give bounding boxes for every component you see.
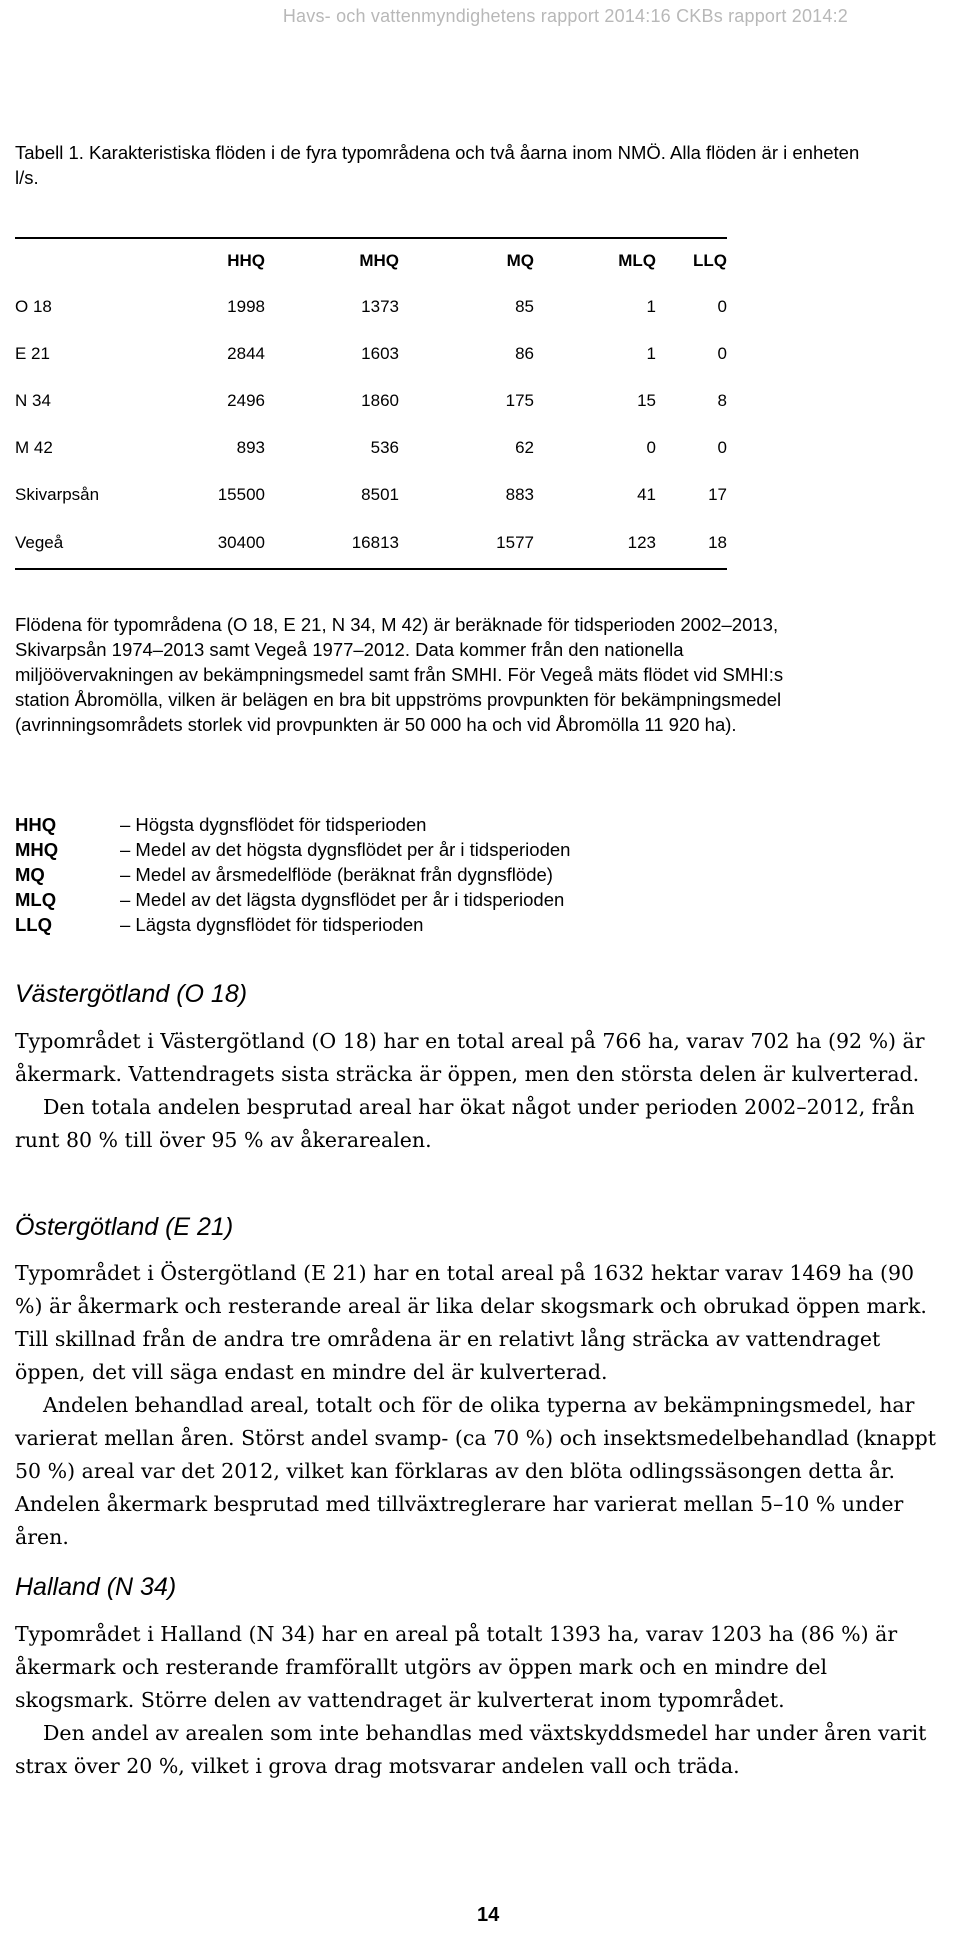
page-number: 14 bbox=[477, 1904, 500, 1926]
running-header: Havs- och vattenmyndighetens rapport 2014:16 CKBs rapport 2014:2 bbox=[282, 6, 848, 26]
legend-desc: – Medel av det högsta dygnsflödet per år i tidsperioden bbox=[120, 839, 571, 860]
table-cell: O 18 bbox=[15, 296, 52, 316]
legend-abbr: LLQ bbox=[15, 914, 52, 935]
section-body-halland bbox=[15, 1618, 945, 1783]
legend-item bbox=[15, 862, 570, 887]
paragraph: Den totala andelen besprutad areal har ökat något under perioden 2002–2012, från runt 80 % till över 95 % av åkerarealen. bbox=[15, 1095, 915, 1152]
legend-desc: – Lägsta dygnsflödet för tidsperioden bbox=[120, 914, 424, 935]
table-cell: 85 bbox=[515, 296, 534, 316]
table-cell: 1577 bbox=[399, 518, 534, 569]
table-cell: 175 bbox=[505, 390, 534, 410]
table-header-row bbox=[15, 238, 727, 283]
table-row bbox=[15, 283, 727, 330]
table-cell: 86 bbox=[515, 343, 534, 363]
legend-abbr: MLQ bbox=[15, 889, 57, 910]
paragraph: Typområdet i Halland (N 34) har en areal på totalt 1393 ha, varav 1203 ha (86 %) är åkermark och resterande framförallt utgörs av öppen mark och en mindre del skogsmark. Större delen av vattendraget är kulverterat inom typområdet. bbox=[15, 1622, 898, 1712]
table-cell: 8501 bbox=[361, 484, 399, 504]
table-cell: 1 bbox=[646, 296, 656, 316]
table-cell: 1 bbox=[646, 343, 656, 363]
legend-abbr: MQ bbox=[15, 864, 45, 885]
table-cell: 1373 bbox=[361, 296, 399, 316]
table-cell: 1603 bbox=[361, 343, 399, 363]
table-cell: 123 bbox=[534, 518, 656, 569]
paragraph: Andelen behandlad areal, totalt och för de olika typerna av bekämpningsmedel, har varierat mellan åren. Störst andel svamp- (ca 70 %) och insektsmedelbehandlad (knappt 50 %) areal var det 2012, vilket kan förklaras av den blöta odlingssäsongen detta år. Andelen åkermark besprutad med tillväxtreglerare har varierat mellan 5–10 % under åren. bbox=[15, 1393, 936, 1549]
paragraph: Typområdet i Östergötland (E 21) har en total areal på 1632 hektar varav 1469 ha (90 %) är åkermark och resterande areal är lika delar skogsmark och obrukad öppen mark. Till skillnad från de andra tre områdena är en relativt lång sträcka av vattendraget öppen, det vill säga endast en mindre del är kulverterad. bbox=[15, 1261, 927, 1384]
legend-item bbox=[15, 887, 570, 912]
table-cell: 15 bbox=[637, 390, 656, 410]
legend-desc: – Medel av årsmedelflöde (beräknat från dygnsflöde) bbox=[120, 864, 553, 885]
table-cell: Vegeå bbox=[15, 518, 165, 569]
table-cell: 18 bbox=[656, 518, 727, 569]
table-cell: E 21 bbox=[15, 343, 50, 363]
paragraph: Typområdet i Västergötland (O 18) har en total areal på 766 ha, varav 702 ha (92 %) är åkermark. Vattendragets sista sträcka är öppen, men den största delen är kulverterad. bbox=[15, 1029, 925, 1086]
table-cell: 15500 bbox=[217, 484, 265, 504]
flow-table bbox=[15, 237, 727, 570]
legend-abbr: HHQ bbox=[15, 814, 57, 835]
table-cell: 0 bbox=[717, 296, 727, 316]
column-header-mhq: MHQ bbox=[265, 238, 399, 283]
column-header-hhq: HHQ bbox=[165, 238, 265, 283]
table-cell: 62 bbox=[515, 437, 534, 457]
table-cell: 2496 bbox=[227, 390, 265, 410]
section-body-ostergotland bbox=[15, 1257, 945, 1554]
table-cell: 0 bbox=[646, 437, 656, 457]
paragraph: Den andel av arealen som inte behandlas med växtskyddsmedel har under åren varit strax över 20 %, vilket i grova drag motsvarar andelen vall och träda. bbox=[15, 1721, 927, 1778]
table-row bbox=[15, 471, 727, 518]
legend-desc: – Högsta dygnsflödet för tidsperioden bbox=[120, 814, 427, 835]
section-heading-halland: Halland (N 34) bbox=[15, 1573, 177, 1601]
table-cell: Skivarpsån bbox=[15, 484, 100, 504]
table-cell: 0 bbox=[717, 343, 727, 363]
legend-item bbox=[15, 912, 570, 937]
table-cell: 8 bbox=[717, 390, 727, 410]
column-header-mq: MQ bbox=[399, 238, 534, 283]
table-cell: 536 bbox=[370, 437, 399, 457]
legend-desc: – Medel av det lägsta dygnsflödet per år i tidsperioden bbox=[120, 889, 565, 910]
section-heading-ostergotland: Östergötland (E 21) bbox=[15, 1213, 234, 1241]
table-cell: 30400 bbox=[165, 518, 265, 569]
legend-item bbox=[15, 837, 570, 862]
table-cell: 16813 bbox=[265, 518, 399, 569]
table-note: Flödena för typområdena (O 18, E 21, N 34, M 42) är beräknade för tidsperioden 2002–2013, Skivarpsån 1974–2013 samt Vegeå 1977–2012. Data kommer från den nationella miljöövervakningen av bekämpningsmedel samt från SMHI. För Vegeå mäts flödet vid SMHI:s station Åbromölla, vilken är belägen en bra bit uppströms provpunkten för bekämpningsmedel (avrinningsområdets storlek vid provpunkten är 50 000 ha och vid Åbromölla 11 920 ha). bbox=[15, 614, 784, 735]
table-cell: 2844 bbox=[227, 343, 265, 363]
table-caption: Tabell 1. Karakteristiska flöden i de fyra typområdena och två åarna inom NMÖ. Alla flöden är i enheten l/s. bbox=[15, 142, 860, 188]
legend-abbr: MHQ bbox=[15, 839, 59, 860]
legend-item bbox=[15, 812, 570, 837]
table-cell: 1860 bbox=[361, 390, 399, 410]
table-cell: 1998 bbox=[227, 296, 265, 316]
table-cell: 0 bbox=[717, 437, 727, 457]
table-cell: N 34 bbox=[15, 390, 51, 410]
column-header-llq: LLQ bbox=[656, 238, 727, 283]
section-heading-vastergotland: Västergötland (O 18) bbox=[15, 980, 248, 1008]
table-row bbox=[15, 518, 727, 569]
table-cell: 893 bbox=[236, 437, 265, 457]
table-row bbox=[15, 424, 727, 471]
column-header-mlq: MLQ bbox=[534, 238, 656, 283]
table-cell: M 42 bbox=[15, 437, 53, 457]
table-row bbox=[15, 330, 727, 377]
table-cell: 41 bbox=[637, 484, 656, 504]
section-body-vastergotland bbox=[15, 1025, 945, 1157]
table-row bbox=[15, 377, 727, 424]
abbreviation-legend bbox=[15, 812, 570, 937]
table-cell: 883 bbox=[505, 484, 534, 504]
table-cell: 17 bbox=[708, 484, 727, 504]
column-header bbox=[15, 238, 165, 283]
